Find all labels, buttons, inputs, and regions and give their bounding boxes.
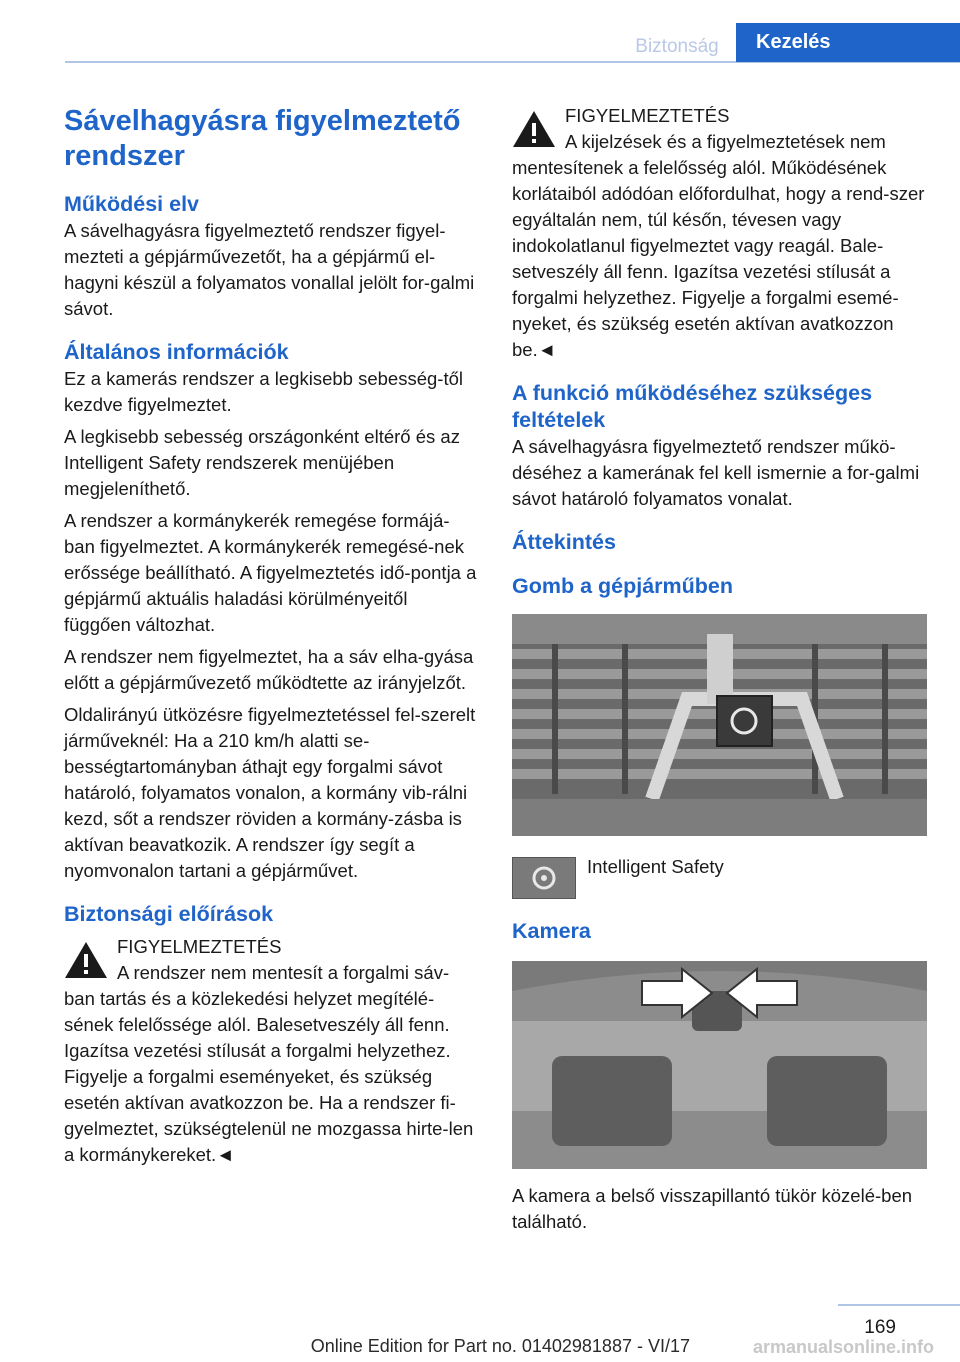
heading-attekintes: Áttekintés [512, 530, 616, 554]
paragraph: Oldalirányú ütközésre figyelmeztetéssel fel-szerelt járműveknél: Ha a 210 km/h alatti se-bességtartományban áthajt egy forgalmi sávot határoló, folyamatos vonalon, a kormány vib-rálni kezd, sőt a rendszer röviden a kormány-zásba is aktívan beavatkozik. A rendszer így segít a nyomvonalon tartani a gépjárművet. [64, 704, 476, 881]
heading-altalanos-informaciok: Általános információk [64, 340, 289, 364]
page-title: Sávelhagyásra figyelmeztető rendszer [64, 105, 461, 172]
camera-photo [512, 961, 927, 1169]
button-photo [512, 614, 927, 836]
intelligent-safety-label: Intelligent Safety [587, 856, 724, 877]
tab-biztonsag[interactable]: Biztonság [635, 36, 719, 57]
heading-mukodesi-elv: Működési elv [64, 192, 200, 216]
paragraph: A sávelhagyásra figyelmeztető rendszer műkö-déséhez a kamerának fel kell ismernie a for-galmi sávot határoló folyamatos vonalat. [512, 436, 920, 509]
warning-title: FIGYELMEZTETÉS [565, 105, 730, 126]
edition-text: Online Edition for Part no. 01402981887 - VI/17 [310, 1336, 690, 1356]
paragraph: A sávelhagyásra figyelmeztető rendszer figyel-mezteti a gépjárművezetőt, ha a gépjármű el-hagyni készül a folyamatos vonallal jelölt for-galmi sávot. [64, 220, 475, 319]
paragraph: A rendszer nem figyelmeztet, ha a sáv elha-gyása előtt a gépjárművezető működtette az irányjelzőt. [64, 646, 474, 693]
warning-icon [64, 940, 108, 980]
tab-kezeles[interactable]: Kezelés [736, 23, 960, 62]
left-column [64, 104, 479, 1168]
heading-biztonsagi-eloirasok: Biztonsági előírások [64, 902, 274, 926]
warning-box [64, 934, 479, 1168]
intelligent-safety-button-icon [512, 857, 576, 899]
heading-feltetelek: A funkció működéséhez szükséges feltételek [512, 381, 873, 432]
warning-title: FIGYELMEZTETÉS [117, 936, 282, 957]
heading-kamera: Kamera [512, 919, 591, 943]
warning-text: A kijelzések és a figyelmeztetések nem mentesítenek a felelősség alól. Működésének korlátaiból adódóan előfordulhat, hogy a rend-szer egyáltalán nem, túl későn, tévesen vagy indokolatlanul figyelmeztet vagy reagál. Bale-setveszély áll fenn. Igazítsa vezetési stílusát a forgalmi helyzethez. Figyelje a forgalmi esemé-nyeket, és szükség esetén aktívan avatkozzon be.◄ [512, 131, 925, 360]
warning-box [512, 103, 932, 363]
subheading-gomb: Gomb a gépjárműben [512, 574, 734, 598]
warning-text: A rendszer nem mentesít a forgalmi sáv-ban tartás és a közlekedési helyzet megítélé-sének felelőssége alól. Balesetveszély áll fenn. Igazítsa vezetési stílusát a forgalmi helyzethez. Figyelje a forgalmi eseményeket, és szükség esetén aktívan avatkozzon be. Ha a rendszer fi-gyelmeztet, szükségtelenül ne mozgassa hirte-len a kormánykereket.◄ [64, 962, 474, 1165]
paragraph: A legkisebb sebesség országonként eltérő és az Intelligent Safety rendszerek menüjében megjeleníthető. [64, 426, 460, 499]
intelligent-safety-row [512, 854, 932, 918]
paragraph: Ez a kamerás rendszer a legkisebb sebesség-től kezdve figyelmeztet. [64, 368, 463, 415]
watermark: armanualsonline.info [752, 1337, 934, 1357]
right-column [512, 103, 932, 1235]
paragraph: A kamera a belső visszapillantó tükör közelé-ben található. [512, 1185, 913, 1232]
warning-icon [512, 109, 556, 149]
paragraph: A rendszer a kormánykerék remegése formájá-ban figyelmeztet. A kormánykerék remegésé-nek erőssége beállítható. A figyelmeztetés idő-pontja a gépjármű aktuális haladási körülményeitől függően változhat. [64, 510, 477, 635]
page-number: 169 [864, 1317, 896, 1338]
footer-rule [838, 1304, 960, 1306]
